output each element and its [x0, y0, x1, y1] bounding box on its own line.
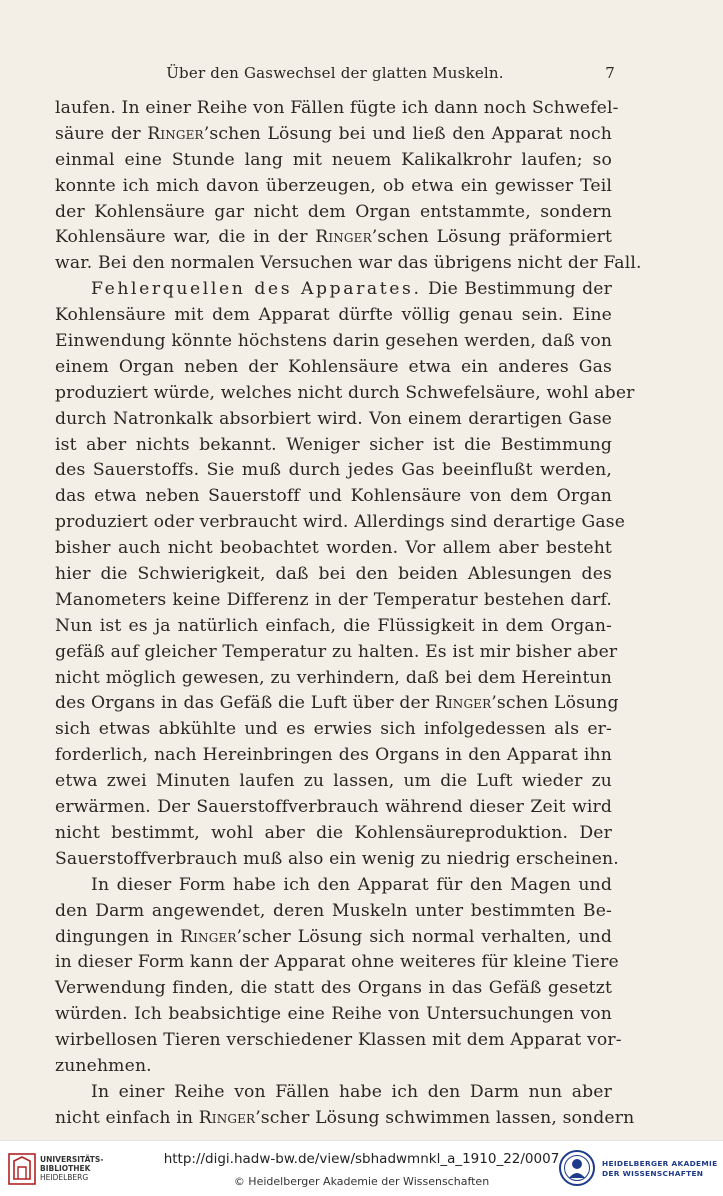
text-line: [55, 562, 612, 588]
text-line: [55, 1054, 612, 1080]
academy-line-2: DER WISSENSCHAFTEN: [602, 1169, 704, 1178]
text-line: [55, 96, 619, 122]
text-run: einmal eine Stunde lang mit neuem Kalikalkrohr laufen; so: [55, 149, 612, 170]
text-run: würden. Ich beabsichtige eine Reihe von Untersuchungen von: [55, 1004, 612, 1025]
text-line: [55, 925, 612, 951]
text-line: [55, 329, 612, 355]
text-run: ’scher Lösung schwimmen lassen, sondern: [255, 1107, 635, 1128]
running-header: [55, 62, 615, 86]
page-number: 7: [605, 64, 615, 82]
text-line: [55, 174, 612, 200]
copyright-notice: © Heidelberger Akademie der Wissenschaften: [233, 1175, 490, 1188]
text-run: sich etwas abkühlte und es erwies sich infolgedessen als er-: [55, 719, 612, 740]
text-run: dingungen in: [55, 926, 181, 947]
text-run: nicht möglich gewesen, zu verhindern, daß bei dem Hereintun: [55, 667, 612, 688]
small-caps-name: Ringer: [315, 227, 372, 248]
text-line: [55, 277, 612, 303]
library-line-2: BIBLIOTHEK: [40, 1164, 91, 1173]
text-line: [55, 510, 626, 536]
text-run: Kohlensäure mit dem Apparat dürfte völlig genau sein. Eine: [55, 305, 612, 326]
text-line: [55, 743, 612, 769]
text-line: [55, 821, 612, 847]
text-line: [55, 1080, 612, 1106]
academy-line-1: HEIDELBERGER AKADEMIE: [602, 1159, 718, 1168]
text-run: produziert würde, welches nicht durch Schwefelsäure, wohl aber: [55, 382, 635, 403]
text-run: Die Bestimmung der: [421, 279, 612, 300]
text-run: In einer Reihe von Fällen habe ich den Darm nun aber: [91, 1081, 612, 1102]
text-run: hier die Schwierigkeit, daß bei den beiden Ablesungen des: [55, 564, 612, 585]
text-run: nicht einfach in: [55, 1107, 199, 1128]
text-run: ist aber nichts bekannt. Weniger sicher ist die Bestimmung: [55, 434, 612, 455]
text-run: etwa zwei Minuten laufen zu lassen, um die Luft wieder zu: [55, 771, 612, 792]
text-run: ’scher Lösung sich normal verhalten, und: [236, 926, 612, 947]
text-run: bisher auch nicht beobachtet worden. Vor allem aber besteht: [55, 538, 612, 559]
text-run: ’schen Lösung bei und ließ den Apparat noch: [203, 123, 612, 144]
text-run: konnte ich mich davon überzeugen, ob etwa ein gewisser Teil: [55, 175, 612, 196]
text-line: [55, 795, 612, 821]
text-run: produziert oder verbraucht wird. Allerdings sind derartige Gase: [55, 512, 626, 533]
text-line: [55, 148, 612, 174]
text-run: das etwa neben Sauerstoff und Kohlensäure von dem Organ: [55, 486, 612, 507]
text-run: erwärmen. Der Sauerstoffverbrauch während dieser Zeit wird: [55, 797, 612, 818]
text-run: des Organs in das Gefäß die Luft über der: [55, 693, 435, 714]
text-line: [55, 899, 612, 925]
text-line: [55, 1106, 635, 1132]
text-line: [55, 536, 612, 562]
library-line-1: UNIVERSITÄTS-: [40, 1155, 104, 1164]
text-line: [55, 588, 612, 614]
text-run: laufen. In einer Reihe von Fällen fügte ich dann noch Schwefel-: [55, 98, 619, 118]
text-run: In dieser Form habe ich den Apparat für den Magen und: [91, 874, 612, 895]
footer-bar: [0, 1140, 723, 1196]
text-line: [55, 976, 612, 1002]
text-line: [55, 484, 612, 510]
body-text: [55, 96, 642, 1132]
academy-seal-icon: [558, 1149, 596, 1187]
text-line: [55, 433, 612, 459]
text-run: der Kohlensäure gar nicht dem Organ entstammte, sondern: [55, 201, 612, 222]
text-run: in dieser Form kann der Apparat ohne weiteres für kleine Tiere: [55, 952, 619, 973]
section-heading: Fehlerquellen des Apparates.: [91, 279, 422, 300]
text-run: ’schen Lösung: [491, 693, 619, 714]
text-run: Verwendung finden, die statt des Organs in das Gefäß gesetzt: [55, 978, 612, 999]
text-run: forderlich, nach Hereinbringen des Organs in den Apparat ihn: [55, 745, 612, 766]
running-title: Über den Gaswechsel der glatten Muskeln.: [166, 64, 504, 82]
text-run: den Darm angewendet, deren Muskeln unter bestimmten Be-: [55, 900, 612, 921]
text-run: Kohlensäure war, die in der: [55, 227, 316, 248]
text-line: [55, 407, 612, 433]
academy-name: [602, 1159, 717, 1179]
text-line: [55, 873, 612, 899]
text-line: [55, 614, 612, 640]
text-run: Nun ist es ja natürlich einfach, die Flüssigkeit in dem Organ-: [55, 615, 612, 636]
library-line-3: HEIDELBERG: [40, 1173, 89, 1182]
text-run: wirbellosen Tieren verschiedener Klassen mit dem Apparat vor-: [55, 1030, 622, 1051]
text-line: [55, 691, 619, 717]
text-line: [55, 355, 612, 381]
text-line: [55, 122, 612, 148]
text-line: [55, 769, 612, 795]
text-line: [55, 1028, 622, 1054]
text-line: [55, 717, 612, 743]
text-run: nicht bestimmt, wohl aber die Kohlensäureproduktion. Der: [55, 822, 612, 843]
text-run: des Sauerstoffs. Sie muß durch jedes Gas beeinflußt werden,: [55, 460, 612, 481]
text-run: säure der: [55, 123, 148, 144]
text-line: [55, 458, 612, 484]
small-caps-name: Ringer: [147, 123, 204, 144]
text-line: [55, 200, 612, 226]
text-line: [55, 847, 619, 873]
text-run: Sauerstoffverbrauch muß also ein wenig zu niedrig erscheinen.: [55, 848, 619, 869]
text-line: [55, 303, 612, 329]
text-line: [55, 1002, 612, 1028]
text-run: zunehmen.: [55, 1055, 152, 1076]
text-run: war. Bei den normalen Versuchen war das übrigens nicht der Fall.: [55, 253, 642, 274]
small-caps-name: Ringer: [198, 1107, 256, 1128]
text-run: Manometers keine Differenz in der Temperatur bestehen darf.: [55, 589, 612, 610]
small-caps-name: Ringer: [434, 693, 492, 714]
text-run: durch Natronkalk absorbiert wird. Von einem derartigen Gase: [55, 408, 612, 429]
text-line: [55, 251, 642, 277]
text-line: [55, 666, 612, 692]
text-run: Einwendung könnte höchstens darin gesehen werden, daß von: [55, 331, 613, 352]
permalink-url[interactable]: http://digi.hadw-bw.de/view/sbhadwmnkl_a_1910_22/0007: [163, 1151, 560, 1167]
text-run: ’schen Lösung präformiert: [371, 227, 612, 248]
text-run: einem Organ neben der Kohlensäure etwa ein anderes Gas: [55, 356, 612, 377]
text-run: gefäß auf gleicher Temperatur zu halten. Es ist mir bisher aber: [55, 641, 618, 662]
text-line: [55, 640, 618, 666]
text-line: [55, 381, 635, 407]
text-line: [55, 950, 619, 976]
small-caps-name: Ringer: [180, 926, 237, 947]
text-line: [55, 225, 612, 251]
